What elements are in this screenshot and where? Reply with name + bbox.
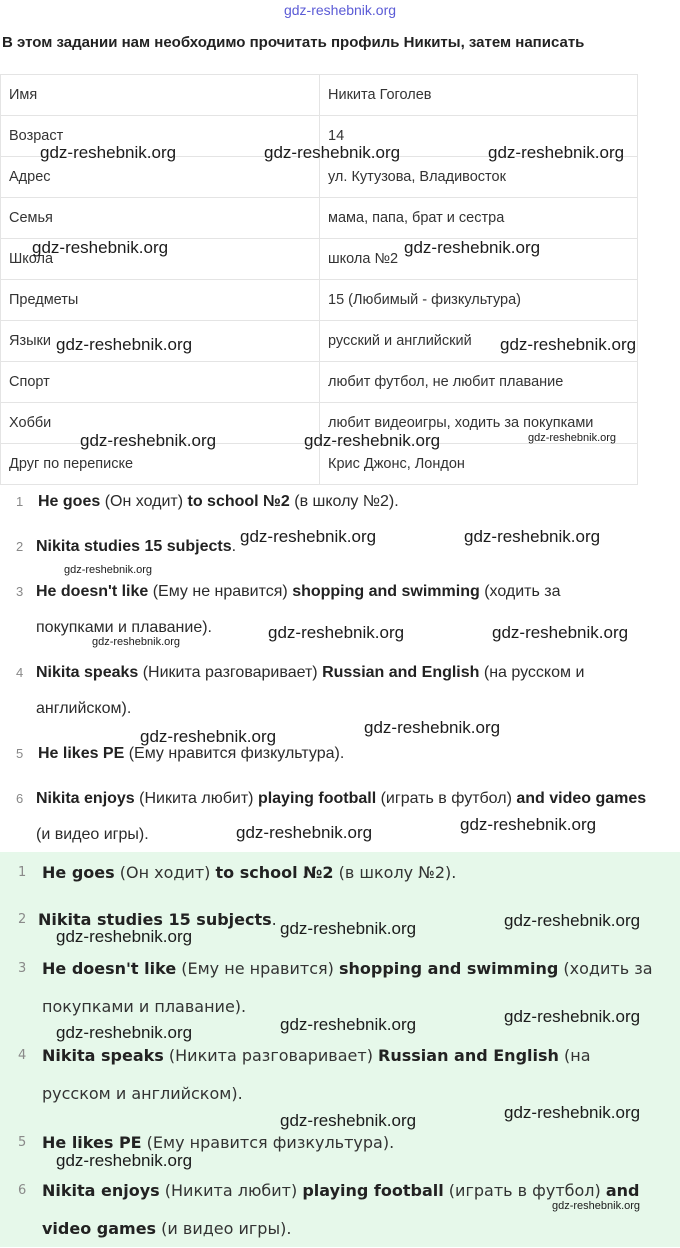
profile-key: Спорт [1,362,320,403]
profile-value: 15 (Любимый - физкультура) [320,280,638,321]
item-number: 1 [16,494,24,509]
item-number: 2 [16,539,24,554]
profile-value: 14 [320,116,638,157]
item-text: He goes (Он ходит) to school №2 (в школу №2). [42,863,457,882]
watermark: gdz-reshebnik.org [40,143,177,162]
watermark: gdz-reshebnik.org [56,335,193,354]
watermark: gdz-reshebnik.org [268,623,405,642]
watermark: gdz-reshebnik.org [504,1103,641,1122]
item-number: 3 [16,584,24,599]
item-number: 6 [18,1183,27,1198]
watermark: gdz-reshebnik.org [504,911,641,930]
profile-value: Крис Джонс, Лондон [320,444,638,485]
watermark: gdz-reshebnik.org [460,815,597,834]
watermark: gdz-reshebnik.org [500,335,637,354]
watermark: gdz-reshebnik.org [280,1111,417,1130]
profile-key: Возраст [1,116,320,157]
profile-value: любит футбол, не любит плавание [320,362,638,403]
profile-key: Школа [1,239,320,280]
profile-value: любит видеоигры, ходить за покупками [320,403,638,444]
item-number: 5 [18,1135,27,1150]
item-text: Nikita speaks (Никита разговаривает) Russian and English (на русском и английском). [36,664,585,717]
item-text: He goes (Он ходит) to school №2 (в школу №2). [38,493,399,510]
site-header-link[interactable]: gdz-reshebnik.org [283,2,397,18]
profile-key: Языки [1,321,320,362]
watermark: gdz-reshebnik.org [404,238,541,257]
profile-value: Никита Гоголев [320,75,638,116]
item-text: Nikita speaks (Никита разговаривает) Russian and English (на русском и английском). [42,1046,591,1103]
table-row [1,280,638,321]
table-row [1,362,638,403]
profile-key: Семья [1,198,320,239]
item-text: Nikita enjoys (Никита любит) playing football (играть в футбол) and video games (и видео игры). [36,790,647,843]
watermark: gdz-reshebnik.org [64,564,153,576]
item-number: 6 [16,791,24,806]
profile-key: Хобби [1,403,320,444]
watermark: gdz-reshebnik.org [528,432,617,444]
watermark: gdz-reshebnik.org [236,823,373,842]
profile-value: русский и английский [320,321,638,362]
watermark: gdz-reshebnik.org [56,927,193,946]
profile-key: Предметы [1,280,320,321]
item-text: He likes PE (Ему нравится физкультура). [38,745,345,762]
item-number: 2 [18,912,27,927]
item-number: 3 [18,961,27,976]
task-intro: В этом задании нам необходимо прочитать профиль Никиты, затем написать [2,34,585,51]
watermark: gdz-reshebnik.org [56,1151,193,1170]
watermark: gdz-reshebnik.org [56,1023,193,1042]
profile-table [0,74,638,485]
table-row [1,198,638,239]
watermark: gdz-reshebnik.org [32,238,169,257]
item-text: Nikita studies 15 subjects. [36,538,237,555]
watermark: gdz-reshebnik.org [464,527,601,546]
item-text: Nikita studies 15 subjects. [38,910,277,929]
watermark: gdz-reshebnik.org [264,143,401,162]
item-text: He likes PE (Ему нравится физкультура). [42,1133,395,1152]
watermark: gdz-reshebnik.org [304,431,441,450]
watermark: gdz-reshebnik.org [364,718,501,737]
watermark: gdz-reshebnik.org [140,727,277,746]
watermark: gdz-reshebnik.org [492,623,629,642]
profile-key: Имя [1,75,320,116]
watermark: gdz-reshebnik.org [280,1015,417,1034]
item-text: He doesn't like (Ему не нравится) shopping and swimming (ходить за покупками и плавание). [42,959,653,1016]
table-row [1,75,638,116]
item-number: 5 [16,746,24,761]
profile-key: Друг по переписке [1,444,320,485]
item-number: 4 [18,1048,27,1063]
item-number: 1 [18,865,27,880]
profile-value: ул. Кутузова, Владивосток [320,157,638,198]
watermark: gdz-reshebnik.org [240,527,377,546]
watermark: gdz-reshebnik.org [504,1007,641,1026]
watermark: gdz-reshebnik.org [552,1200,641,1212]
profile-value: мама, папа, брат и сестра [320,198,638,239]
watermark: gdz-reshebnik.org [280,919,417,938]
watermark: gdz-reshebnik.org [80,431,217,450]
profile-key: Адрес [1,157,320,198]
watermark: gdz-reshebnik.org [488,143,625,162]
item-number: 4 [16,665,24,680]
watermark: gdz-reshebnik.org [92,636,181,648]
item-text: Nikita enjoys (Никита любит) playing football (играть в футбол) and video games (и видео игры). [42,1181,640,1238]
profile-value: школа №2 [320,239,638,280]
item-text: He doesn't like (Ему не нравится) shopping and swimming (ходить за покупками и плавание). [36,583,561,636]
